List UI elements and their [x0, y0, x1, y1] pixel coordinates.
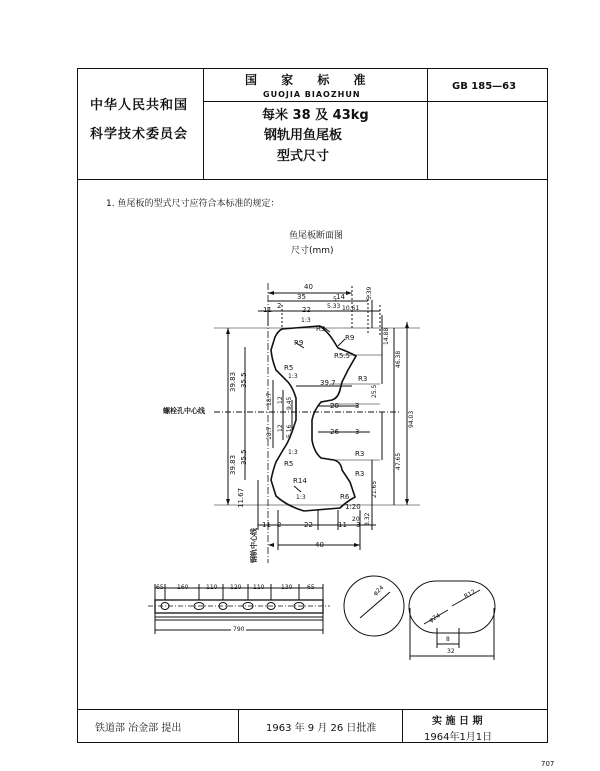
figure-unit: 尺寸(mm) — [291, 246, 334, 256]
radius-r3-right-upper: R3 — [358, 375, 368, 383]
plan-dim-2: 160 — [177, 584, 189, 591]
dim-26: 26 — [330, 428, 339, 436]
dim-top-11: 11 — [263, 306, 272, 314]
radius-r9-right: R9 — [345, 334, 355, 342]
footer-approval-date: 1963 年 9 月 26 日批准 — [266, 723, 377, 734]
slope-mid-lower: 1:3 — [288, 449, 298, 456]
slope-1-20: 1:20 — [345, 503, 361, 511]
footer-issuer: 铁道部 冶金部 提出 — [95, 723, 182, 734]
plan-dim-1: 65 — [156, 584, 164, 591]
dim-right-14-88: 14.88 — [383, 327, 390, 345]
plan-total-length: 790 — [233, 626, 245, 633]
plan-dim-5: 110 — [253, 584, 265, 591]
radius-r5-5: R5.5 — [334, 352, 350, 360]
footer-divider — [77, 709, 548, 710]
dim-bot-20: 20 — [352, 516, 360, 523]
dim-inner-12-lower: 12 — [277, 424, 284, 432]
title-line1: 每米 38 及 43kg — [262, 108, 369, 123]
dim-top-2: 2 — [277, 302, 282, 310]
clause-1: 1. 鱼尾板的型式尺寸应符合本标准的规定： — [106, 199, 280, 209]
radius-r5-lower: R5 — [284, 460, 294, 468]
plan-dim-3: 110 — [206, 584, 218, 591]
dim-inner-12-upper: 12 — [277, 396, 284, 404]
page-number: 707 — [541, 760, 555, 768]
figure-title: 鱼尾板断面图 — [289, 231, 344, 241]
plan-dim-6: 130 — [281, 584, 293, 591]
dim-top-5-33: 5.33 — [327, 303, 341, 310]
slope-top: 1:3 — [301, 317, 311, 324]
dim-top-10-61: 10.61 — [342, 305, 360, 312]
dim-bot-40: 40 — [315, 541, 324, 549]
dim-20: 20 — [330, 402, 339, 410]
dim-top-5-39: 5.39 — [366, 286, 373, 300]
dim-right-46-38: 46.38 — [395, 350, 402, 368]
dim-inner-18-7-upper: 18.7 — [266, 392, 273, 406]
standard-type-en: GUOJIA BIAOZHUN — [263, 90, 361, 99]
dim-inner-9-45: 9.45 — [286, 396, 293, 410]
dim-3-right: 3 — [355, 402, 360, 410]
dim-right-94-03: 94.03 — [408, 410, 415, 428]
org-name-line2: 科学技术委员会 — [90, 127, 189, 142]
dim-39-7: 39.7 — [320, 379, 336, 387]
dim-top-14: 14 — [336, 293, 345, 301]
dim-bot-2: 2 — [277, 521, 282, 529]
dim-inner-18-7-lower: 18.7 — [266, 426, 273, 440]
radius-r3-right-lower: R3 — [355, 450, 365, 458]
radius-r3-top: R3 — [316, 325, 326, 333]
dim-top-40: 40 — [304, 283, 313, 291]
dim-right-25-5: 25.5 — [371, 384, 378, 398]
slope-bottom: 1:3 — [296, 494, 306, 501]
radius-r5-upper: R5 — [284, 364, 294, 372]
dim-right-21-65: 21.65 — [371, 480, 378, 498]
dim-top-5: 5 — [333, 296, 337, 303]
bolt-axis-label: 螺栓孔中心线 — [163, 407, 205, 415]
title-line3: 型式尺寸 — [277, 149, 330, 164]
dim-bot-11: 11 — [262, 521, 271, 529]
dim-inner-5-16: 5.16 — [286, 424, 293, 438]
oval-hole-width: 8 — [446, 636, 450, 643]
standard-type-cn: 国 家 标 准 — [245, 73, 376, 87]
standard-code: GB 185—63 — [452, 81, 517, 92]
rail-axis-label: 钢轨中心线 — [250, 528, 258, 563]
dim-bot-11b: 11 — [338, 521, 347, 529]
dim-top-22: 22 — [302, 306, 311, 314]
oval-hole-diameter: φ24 — [428, 612, 442, 625]
footer-effective-label: 实 施 日 期 — [432, 716, 483, 727]
dim-bot-3: 3 — [356, 521, 361, 529]
org-name-line1: 中华人民共和国 — [90, 98, 189, 113]
dim-left-11-67: 11.67 — [237, 487, 245, 508]
dim-right-47-65: 47.65 — [395, 452, 402, 470]
dim-bot-22: 22 — [304, 521, 313, 529]
title-line2: 钢轨用鱼尾板 — [264, 128, 343, 143]
footer-col-divider-2 — [402, 709, 403, 743]
dim-left-35-5-lower: 35.5 — [240, 449, 248, 465]
oval-hole-total: 32 — [447, 648, 455, 655]
radius-r9-left: R9 — [294, 339, 304, 347]
footer-effective-date: 1964年1月1日 — [424, 732, 493, 743]
dim-left-39-83-upper: 39.83 — [229, 371, 237, 392]
oval-hole-radius: R12 — [463, 588, 477, 601]
dim-left-39-83-lower: 39.83 — [229, 454, 237, 475]
dim-right-3-32: 3.32 — [364, 512, 371, 526]
footer-col-divider-1 — [238, 709, 239, 743]
dim-3-mid-low: 3 — [355, 428, 360, 436]
radius-r14: R14 — [293, 477, 307, 485]
round-hole-diameter: φ24 — [372, 584, 386, 598]
radius-r6: R6 — [340, 493, 350, 501]
dim-left-35-5-upper: 35.5 — [240, 372, 248, 388]
dim-top-35: 35 — [297, 293, 306, 301]
slope-mid-upper: 1:3 — [288, 373, 298, 380]
plan-dim-4: 120 — [230, 584, 242, 591]
radius-r3-right-lowest: R3 — [355, 470, 365, 478]
plan-dim-7: 65 — [307, 584, 315, 591]
